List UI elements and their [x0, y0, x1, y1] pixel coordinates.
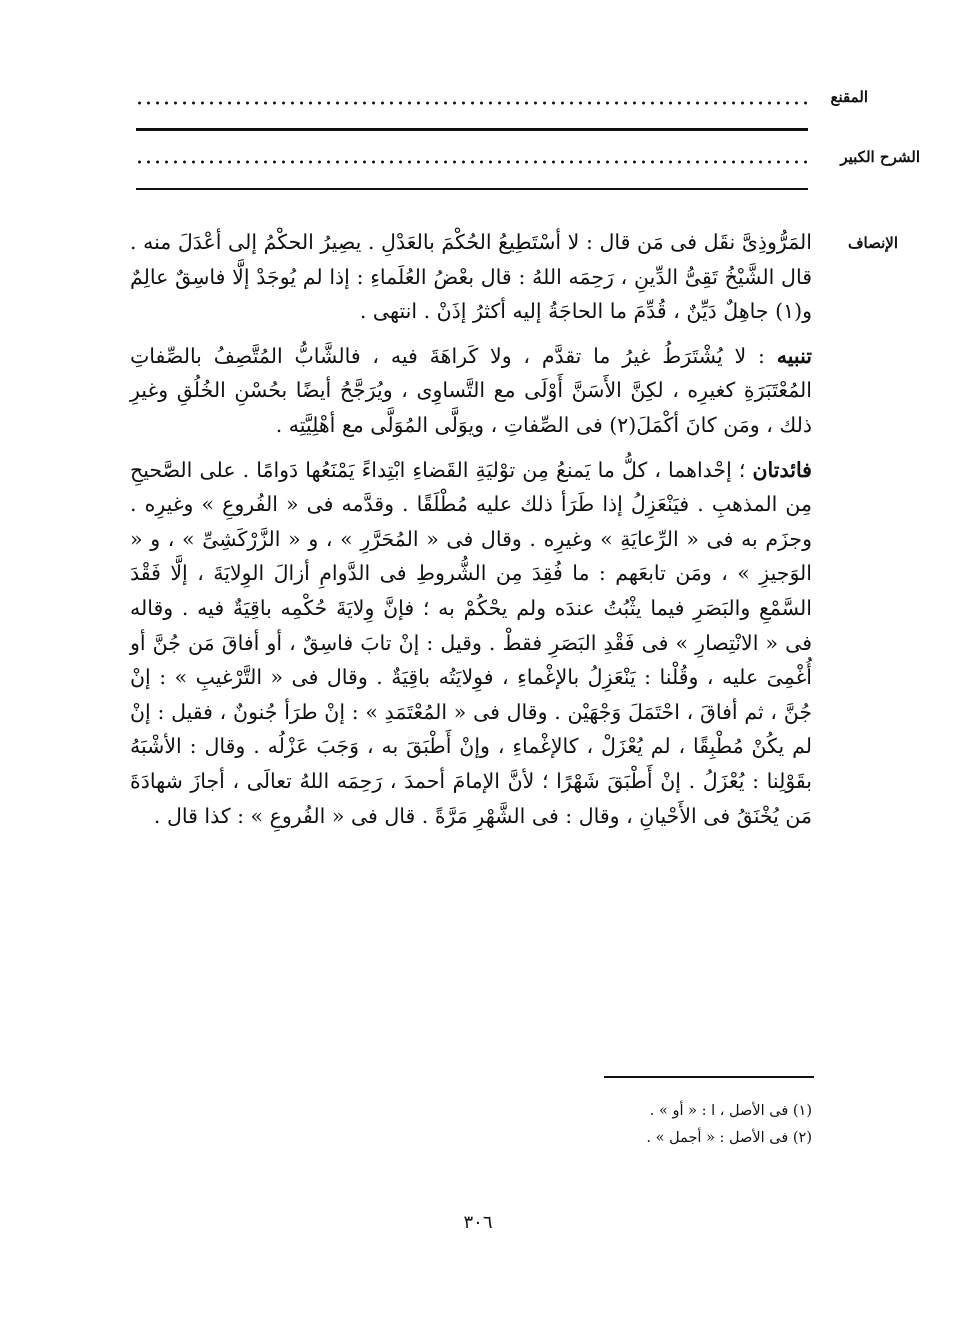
- paragraph-1: [130, 225, 812, 329]
- muqni-placeholder-dots: [135, 101, 807, 105]
- paragraph-faidatan: [130, 453, 812, 834]
- sharh-placeholder-dots: [135, 160, 807, 164]
- paragraph-1-text: المَرُّوذِىَّ نقَل فى مَن قال : لا أسْتَطِيعُ الحُكْمَ بالعَدْلِ . يصِيرُ الحكْمُ إلى أعْدَلَ منه . قال الشَّيْخُ تَقِىُّ الدِّينِ ، رَحِمَه اللهُ : قال بعْضُ العُلَماءِ : إذا لم يُوجَدْ إلَّا فاسِقٌ عالِمٌ و(١) جاهِلٌ دَيِّنٌ ، قُدِّمَ ما الحاجَةُ إليه أكثرُ إذَنْ . انتهى .: [130, 230, 812, 324]
- page-number: ٣٠٦: [463, 1212, 493, 1233]
- margin-label-sharh: الشرح الكبير: [840, 148, 920, 166]
- footnote-separator: [604, 1076, 814, 1078]
- tanbih-heading: تنبيه: [776, 343, 812, 368]
- paragraph-tanbih: [130, 339, 812, 443]
- faidatan-heading: فائدتان: [752, 457, 812, 482]
- insaf-body-text: [130, 225, 812, 833]
- header-thick-rule: [136, 128, 808, 131]
- faidatan-text: ؛ إحْداهما ، كلُّ ما يَمنعُ مِن توْليَةِ القَضاءِ ابْتِداءً يَمْنَعُها دَوامًا . على الصَّحيحِ مِن المذهبِ . فيَنْعَزِلُ إذا طَرَأ ذلك عليه مُطْلَقًا . وقدَّمه فى « الفُروعِ » وغيرِه . وجزَم به فى « الرِّعايَةِ » وغيرِه . وقال فى « المُحَرَّرِ » ، و « الزَّرْكَشِىِّ » ، و « الوَجيزِ » ، ومَن تابعَهم : ما فُقِدَ مِن الشُّروطِ فى الدَّوامِ أزالَ الوِلايَةَ ، إلَّا فَقْدَ السَّمْعِ والبَصَرِ فيما يثْبُتُ عندَه ولم يحْكُمْ به ؛ فإنَّ وِلايَةَ حُكْمِه باقِيَةٌ فيه . وقاله فى « الانْتِصارِ » فى فَقْدِ البَصَرِ فقطْ . وقيل : إنْ تابَ فاسِقٌ ، أو أفاقَ مَن جُنَّ أو أُغْمِىَ عليه ، وقُلْنا : يَنْعَزِلُ بالإغْماءِ ، فوِلايَتُه باقِيَةٌ . وقال فى « التَّرْغيبِ » : إنْ جُنَّ ، ثم أفاقَ ، احْتَمَلَ وَجْهَيْن . وقال فى « المُعْتَمَدِ » : إنْ طرَأ جُنونٌ ، فقيل : إنْ لم يكُنْ مُطْبِقًا ، لم يُعْزَلْ ، كالإغْماءِ ، وإنْ أَطْبَقَ به ، وَجَبَ عَزْلُه . وقال : الأشْبَهُ بقَوْلِنا : يُعْزَلُ . إنْ أَطْبَقَ شَهْرًا ؛ لأنَّ الإمامَ أحمدَ ، رَحِمَه اللهُ تعالَى ، أجازَ شهادَةَ مَن يُخْنَقُ فى الأَحْيانِ ، وقال : فى الشَّهْرِ مَرَّةً . قال فى « الفُروعِ » : كذا قال .: [130, 457, 812, 828]
- margin-label-insaf: الإنصاف: [847, 234, 898, 252]
- footnotes: [412, 1098, 812, 1152]
- header-thin-rule: [136, 188, 808, 190]
- footnote-2: (٢) فى الأصل : « أجمل » .: [646, 1130, 812, 1146]
- margin-label-muqni: المقنع: [830, 88, 868, 106]
- footnote-1: (١) فى الأصل ، ا : « أو » .: [649, 1103, 812, 1119]
- tanbih-text: : لا يُشْتَرَطُ غيرُ ما تقدَّم ، ولا كَراهَةَ فيه ، فالشَّابُّ المُتَّصِفُ بالصِّفاتِ المُعْتَبَرَةِ كغيرِه ، لكِنَّ الأَسَنَّ أَوْلَى مع التَّساوِى ، ويُرَجَّحُ أيضًا بحُسْنِ الخُلُقِ وغيرِ ذلك ، ومَن كانَ أكْمَلَ(٢) فى الصِّفاتِ ، ويوَلَّى المُوَلَّى مع أهْلِيَّتِه .: [130, 343, 812, 437]
